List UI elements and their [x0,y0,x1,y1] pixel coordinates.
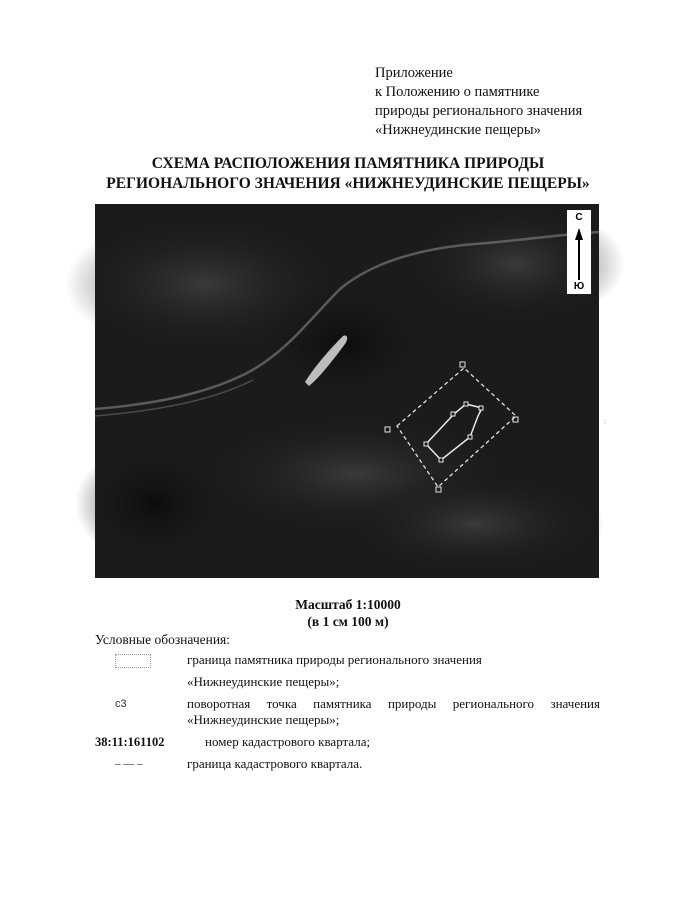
legend-desc-line: «Нижнеудинские пещеры»; [187,712,340,727]
legend-item-cadastre-boundary [95,756,600,774]
turning-point-symbol: с3 [115,698,127,710]
cadastre-boundary-symbol: – — – [115,758,143,770]
legend-desc [187,696,600,728]
legend-desc: граница кадастрового квартала. [187,756,363,771]
appendix-line: к Положению о памятнике [375,84,540,100]
appendix-line: природы регионального значения [375,103,583,119]
compass-arrow-icon [567,226,591,286]
compass-south: Ю [573,281,585,292]
satellite-map [95,204,607,578]
legend-item-monument-boundary [95,652,600,692]
appendix-note [375,64,582,140]
legend-desc-line: «Нижнеудинские пещеры»; [187,674,340,689]
scale-ratio: Масштаб 1:10000 [295,597,401,612]
compass [567,210,591,294]
cadastre-number: 38:11:161102 [95,735,165,749]
legend-desc [187,652,600,690]
map-canvas [95,204,607,578]
title-line-2: РЕГИОНАЛЬНОГО ЗНАЧЕНИЯ «НИЖНЕУДИНСКИЕ ПЕЩЕРЫ» [106,175,590,192]
legend-desc: номер кадастрового квартала; [205,734,371,749]
map-scale [0,596,696,630]
scale-description: (в 1 см 100 м) [307,614,389,629]
terrain-patch [405,204,625,324]
terrain-patch [345,474,605,574]
point-label: 1 [603,419,607,426]
appendix-line: «Нижнеудинские пещеры» [375,122,541,138]
legend-title: Условные обозначения: [95,632,231,647]
legend-item-cadastre-number [95,734,600,752]
appendix-line: Приложение [375,65,453,81]
title-line-1: СХЕМА РАСПОЛОЖЕНИЯ ПАМЯТНИКА ПРИРОДЫ [151,155,545,172]
compass-north: С [575,212,583,223]
document-title [0,154,696,194]
legend-desc-line: граница памятника природы регионального значения [187,652,482,667]
terrain-patch [75,444,235,564]
legend-desc-line: поворотная точка памятника природы регионального значения [187,696,600,711]
legend-item-turning-point [95,696,600,730]
